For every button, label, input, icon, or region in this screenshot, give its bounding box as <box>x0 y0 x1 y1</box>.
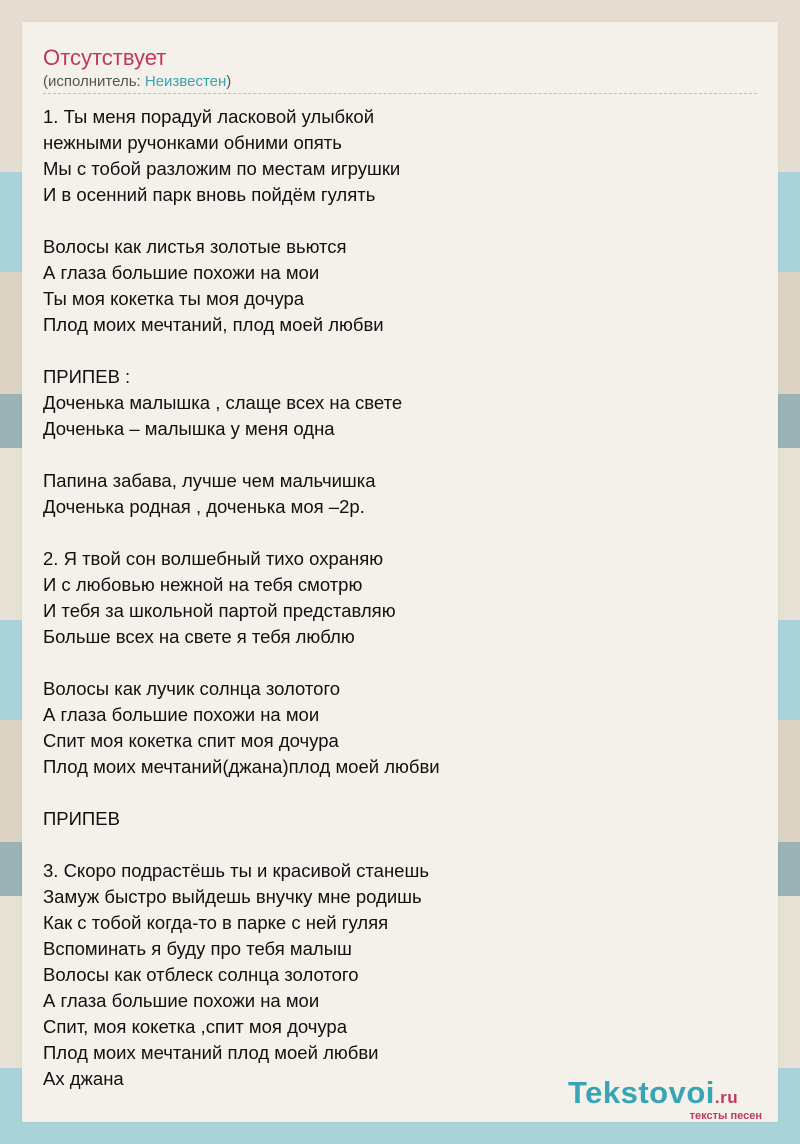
lyrics-text <box>43 104 763 1092</box>
logo-tagline: тексты песен <box>689 1110 762 1122</box>
lyrics-line: А глаза большие похожи на мои <box>43 990 320 1011</box>
lyrics-line: А глаза большие похожи на мои <box>43 704 320 725</box>
lyrics-line: И в осенний парк вновь пойдём гулять <box>43 184 376 205</box>
artist-link[interactable]: Неизвестен <box>144 73 227 90</box>
lyrics-line <box>43 442 763 468</box>
site-logo[interactable] <box>568 1075 778 1125</box>
lyrics-line: Плод моих мечтаний(джана)плод моей любви <box>43 756 440 777</box>
lyrics-line: 3. Скоро подрастёшь ты и красивой станешь <box>43 860 429 881</box>
lyrics-line: ПРИПЕВ : <box>43 366 131 387</box>
lyrics-line <box>43 208 763 234</box>
lyrics-line: Больше всех на свете я тебя люблю <box>43 626 355 647</box>
lyrics-line: Вспоминать я буду про тебя малыш <box>43 938 352 959</box>
logo-domain: .ru <box>714 1088 739 1107</box>
lyrics-line: Доченька родная , доченька моя –2р. <box>43 496 365 517</box>
lyrics-line: Волосы как листья золотые вьются <box>43 236 347 257</box>
title-divider <box>43 93 757 94</box>
lyrics-line <box>43 832 763 858</box>
lyrics-line: Ах джана <box>43 1068 124 1089</box>
lyrics-line <box>43 650 763 676</box>
lyrics-line: Мы с тобой разложим по местам игрушки <box>43 158 401 179</box>
lyrics-line <box>43 338 763 364</box>
artist-suffix: ) <box>226 73 232 90</box>
artist-prefix: (исполнитель: <box>43 73 145 90</box>
lyrics-line: Плод моих мечтаний, плод моей любви <box>43 314 384 335</box>
lyrics-line: И тебя за школьной партой представляю <box>43 600 396 621</box>
logo-main-text: Tekstovoi <box>568 1075 715 1110</box>
lyrics-line: 2. Я твой сон волшебный тихо охраняю <box>43 548 384 569</box>
lyrics-card <box>22 22 778 1122</box>
lyrics-line: А глаза большие похожи на мои <box>43 262 320 283</box>
song-title: Отсутствует <box>43 45 167 70</box>
lyrics-line: Ты моя кокетка ты моя дочура <box>43 288 305 309</box>
lyrics-line: Волосы как отблеск солнца золотого <box>43 964 359 985</box>
lyrics-line: Доченька – малышка у меня одна <box>43 418 335 439</box>
lyrics-line: Плод моих мечтаний плод моей любви <box>43 1042 379 1063</box>
lyrics-line: ПРИПЕВ <box>43 808 120 829</box>
lyrics-line: Волосы как лучик солнца золотого <box>43 678 341 699</box>
lyrics-line: Папина забава, лучше чем мальчишка <box>43 470 376 491</box>
lyrics-line: Спит моя кокетка спит моя дочура <box>43 730 339 751</box>
lyrics-line: Доченька малышка , слаще всех на свете <box>43 392 403 413</box>
lyrics-line: Спит, моя кокетка ,спит моя дочура <box>43 1016 348 1037</box>
lyrics-line: И с любовью нежной на тебя смотрю <box>43 574 363 595</box>
lyrics-line <box>43 780 763 806</box>
artist-line <box>43 72 231 92</box>
lyrics-line: нежными ручонками обними опять <box>43 132 342 153</box>
lyrics-line: 1. Ты меня порадуй ласковой улыбкой <box>43 106 375 127</box>
lyrics-line: Как с тобой когда-то в парке с ней гуляя <box>43 912 389 933</box>
lyrics-line <box>43 520 763 546</box>
lyrics-line: Замуж быстро выйдешь внучку мне родишь <box>43 886 422 907</box>
